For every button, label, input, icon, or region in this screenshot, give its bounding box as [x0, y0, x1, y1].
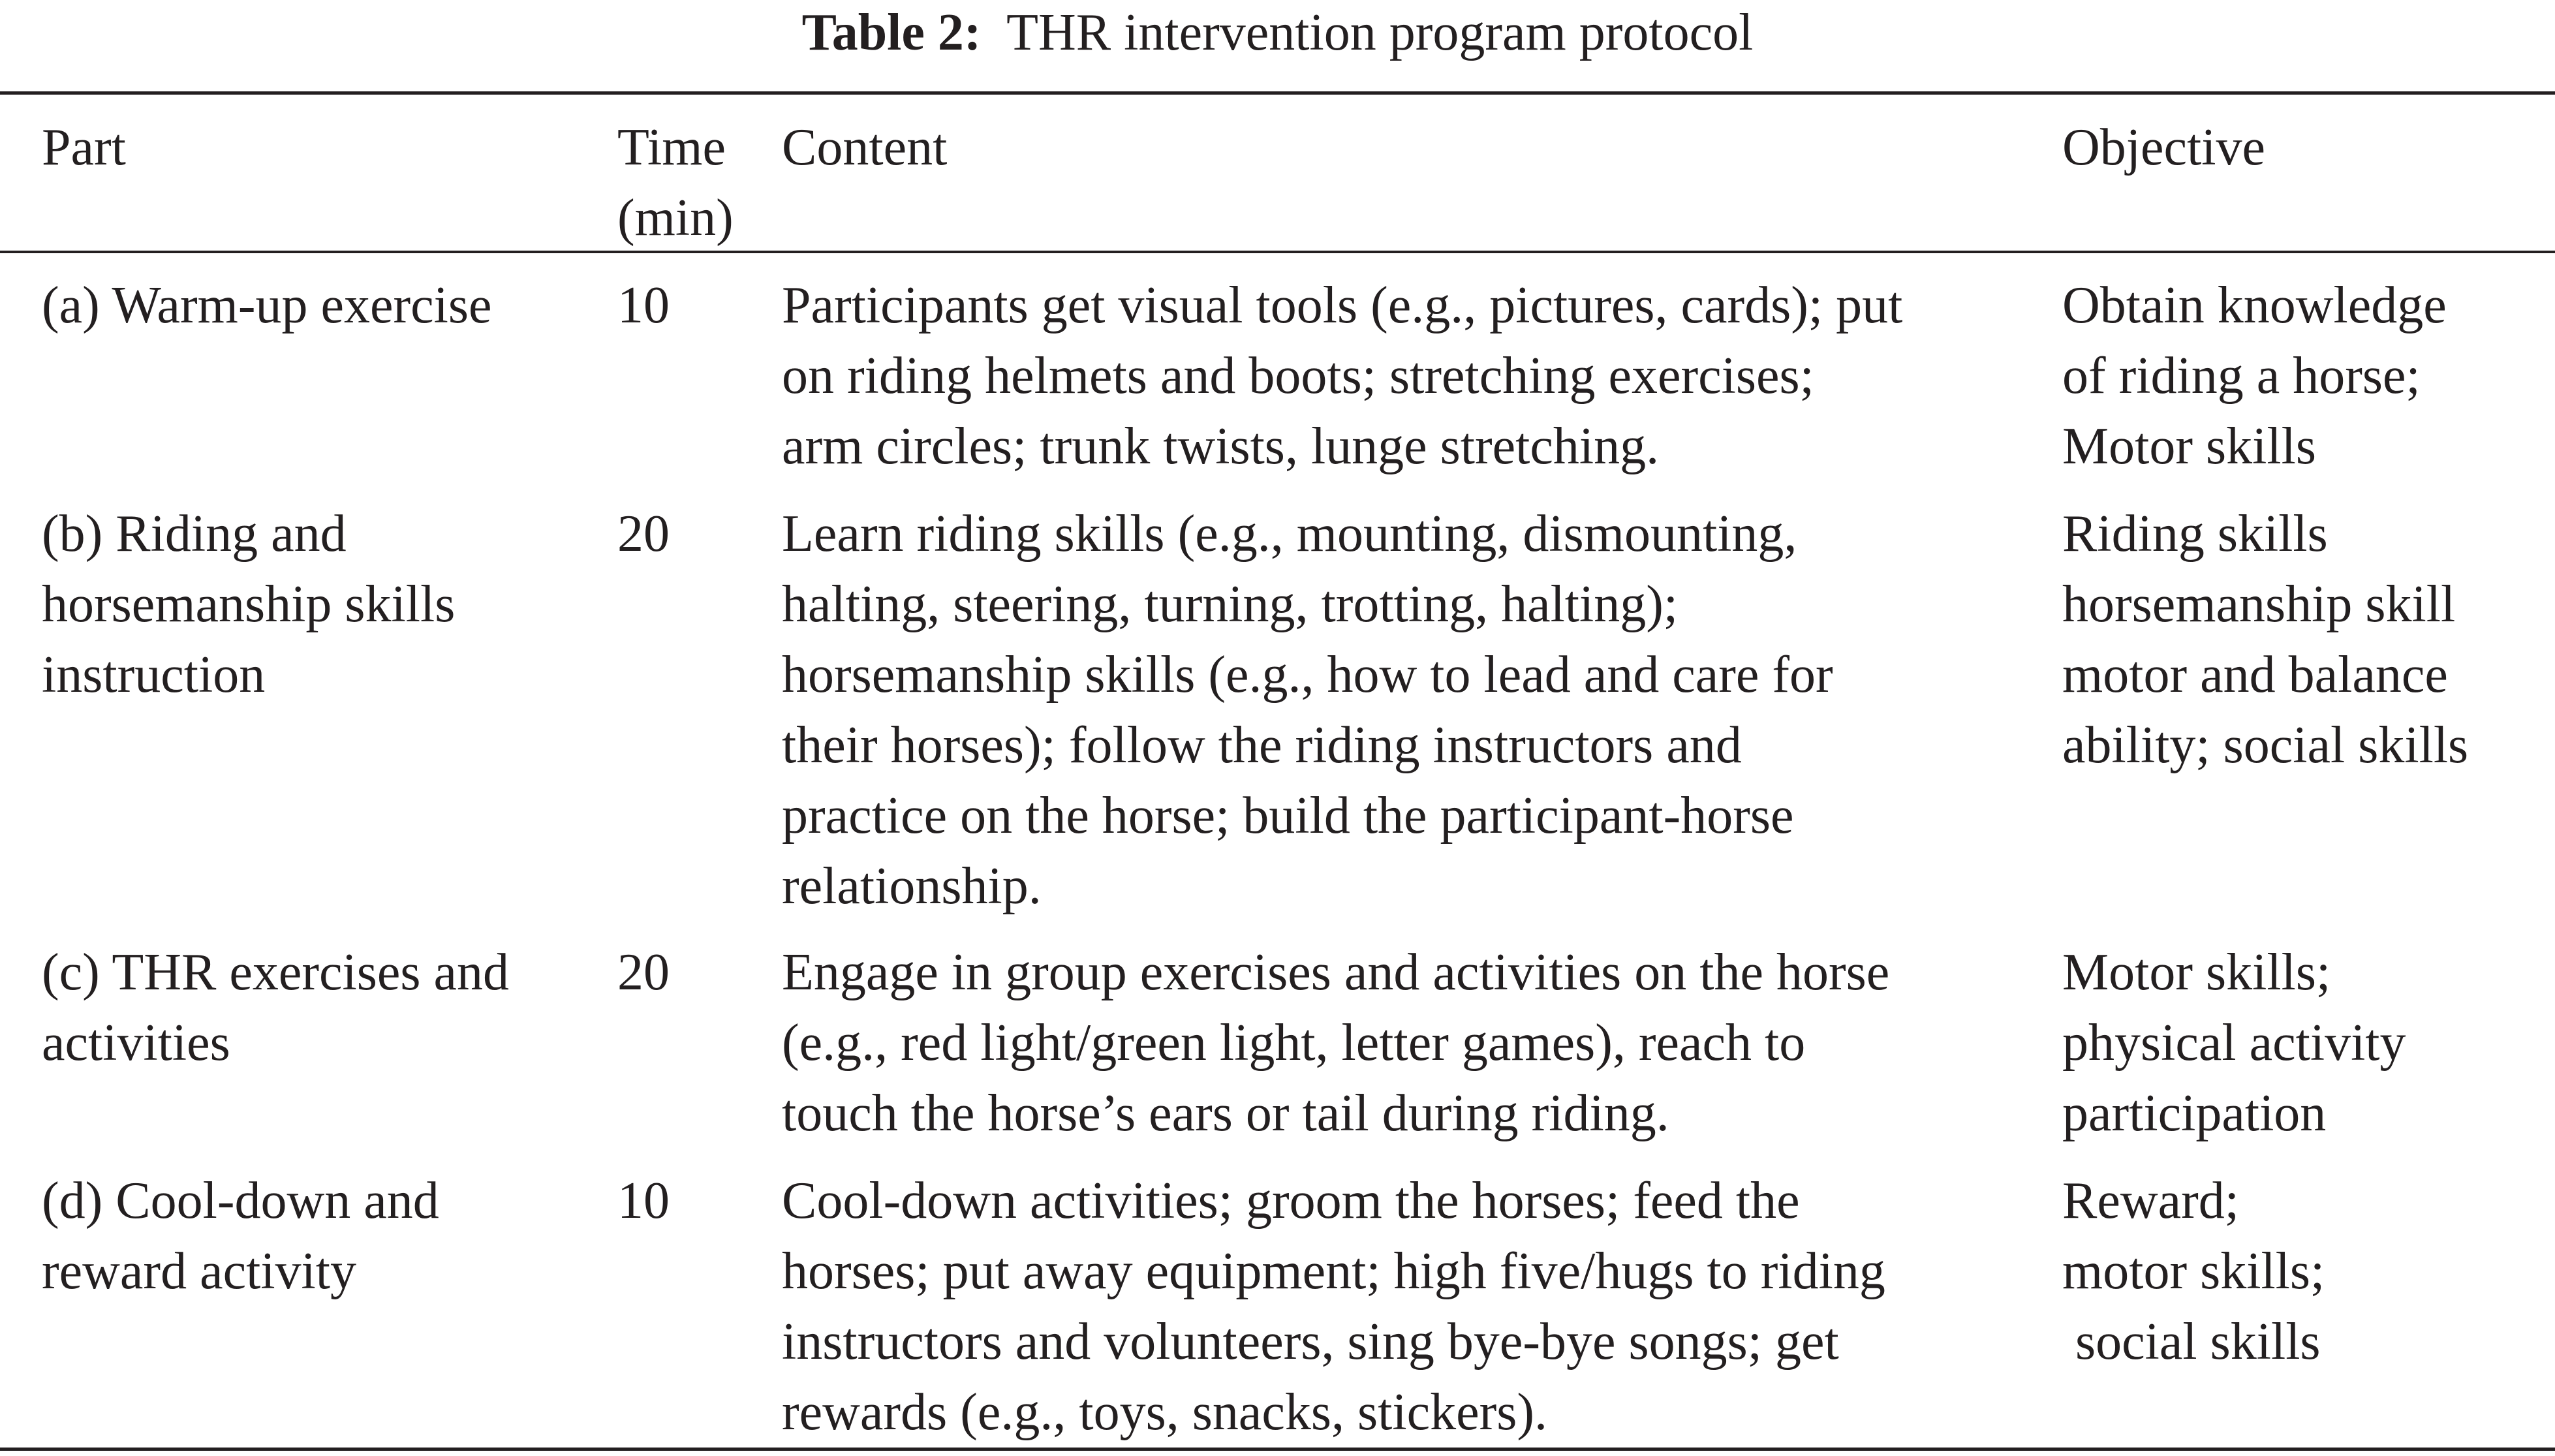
row-a-time: 10	[617, 277, 670, 334]
row-b-part: (b) Riding and horsemanship skills instruction	[42, 505, 456, 704]
header-rule	[0, 251, 2555, 253]
table-label: Table 2:	[801, 4, 982, 61]
row-a-part: (a) Warm-up exercise	[42, 277, 492, 334]
header-time: Time (min)	[617, 119, 734, 247]
row-d-objective: Reward; motor skills; social skills	[2062, 1172, 2325, 1371]
header-content: Content	[782, 119, 948, 176]
table-title: THR intervention program protocol	[1006, 4, 1754, 61]
row-c-objective: Motor skills; physical activity participation	[2062, 944, 2406, 1142]
row-d-time: 10	[617, 1172, 670, 1230]
table-caption	[0, 0, 2555, 91]
row-a-content: Participants get visual tools (e.g., pictures, cards); put on riding helmets and boots; stretching exercises; arm circles; trunk twists, lunge stretching.	[782, 277, 1903, 475]
header-objective: Objective	[2062, 119, 2265, 176]
row-b-time: 20	[617, 505, 670, 563]
row-c-part: (c) THR exercises and activities	[42, 944, 510, 1072]
bottom-rule	[0, 1448, 2555, 1451]
row-b-objective: Riding skills horsemanship skill motor and balance ability; social skills	[2062, 505, 2469, 774]
row-d-content: Cool-down activities; groom the horses; feed the horses; put away equipment; high five/hugs to riding instructors and volunteers, sing bye-bye songs; get rewards (e.g., toys, snacks, stickers).	[782, 1172, 1885, 1441]
row-c-time: 20	[617, 944, 670, 1001]
header-part: Part	[42, 119, 126, 176]
row-d-part: (d) Cool-down and reward activity	[42, 1172, 439, 1300]
row-a-objective: Obtain knowledge of riding a horse; Motor skills	[2062, 277, 2447, 475]
row-b-content: Learn riding skills (e.g., mounting, dismounting, halting, steering, turning, trotting, halting); horsemanship skills (e.g., how to lead and care for their horses); follow the riding instructors and practice on the horse; build the participant-horse relationship.	[782, 505, 1833, 915]
top-rule	[0, 91, 2555, 95]
row-c-content: Engage in group exercises and activities on the horse (e.g., red light/green light, letter games), reach to touch the horse’s ears or tail during riding.	[782, 944, 1890, 1142]
